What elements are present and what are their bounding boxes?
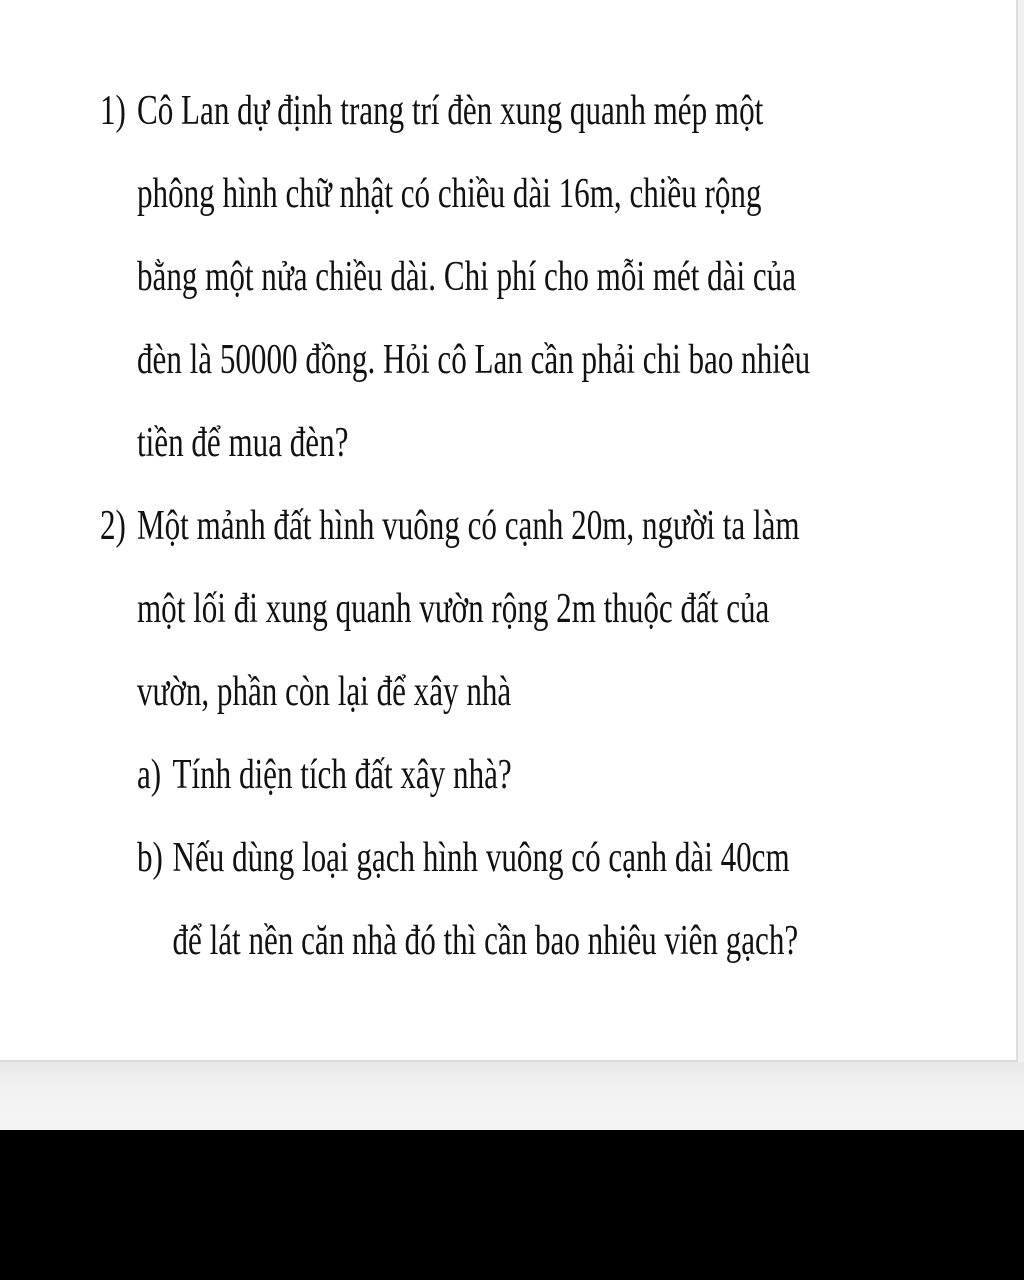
problem-line: vườn, phần còn lại để xây nhà: [137, 669, 512, 715]
problem-number: 2): [100, 503, 126, 549]
problem-line: Một mảnh đất hình vuông có cạnh 20m, người ta làm: [137, 503, 800, 549]
problem-text: [137, 70, 899, 485]
subquestion-a: [137, 734, 899, 817]
subquestion-label: a): [137, 752, 162, 798]
problem-line: Cô Lan dự định trang trí đèn xung quanh mép một: [137, 88, 764, 134]
page-bottom-margin: [0, 1062, 1024, 1130]
black-letterbox-bar: [0, 1130, 1024, 1280]
problem-line: đèn là 50000 đồng. Hỏi cô Lan cần phải chi bao nhiêu: [137, 337, 811, 383]
subquestion-line: Nếu dùng loại gạch hình vuông có cạnh dài 40cm: [172, 835, 790, 881]
subquestion-line: để lát nền căn nhà đó thì cần bao nhiêu viên gạch?: [172, 918, 799, 964]
subquestion-label: b): [137, 835, 163, 881]
subquestion-text: [173, 734, 512, 817]
subquestion-line: Tính diện tích đất xây nhà?: [172, 752, 512, 798]
subquestion-text: [173, 817, 799, 983]
problem-text: [137, 485, 899, 983]
problem-line: tiền để mua đèn?: [137, 420, 349, 466]
problem-1: [100, 70, 899, 485]
problem-number: 1): [100, 88, 126, 134]
subquestion-b: [137, 817, 899, 983]
problem-line: một lối đi xung quanh vườn rộng 2m thuộc đất của: [137, 586, 770, 632]
problem-line: bằng một nửa chiều dài. Chi phí cho mỗi mét dài của: [137, 254, 797, 300]
problem-line: phông hình chữ nhật có chiều dài 16m, chiều rộng: [137, 171, 762, 217]
problem-list: [100, 70, 899, 983]
problem-2: [100, 485, 899, 983]
